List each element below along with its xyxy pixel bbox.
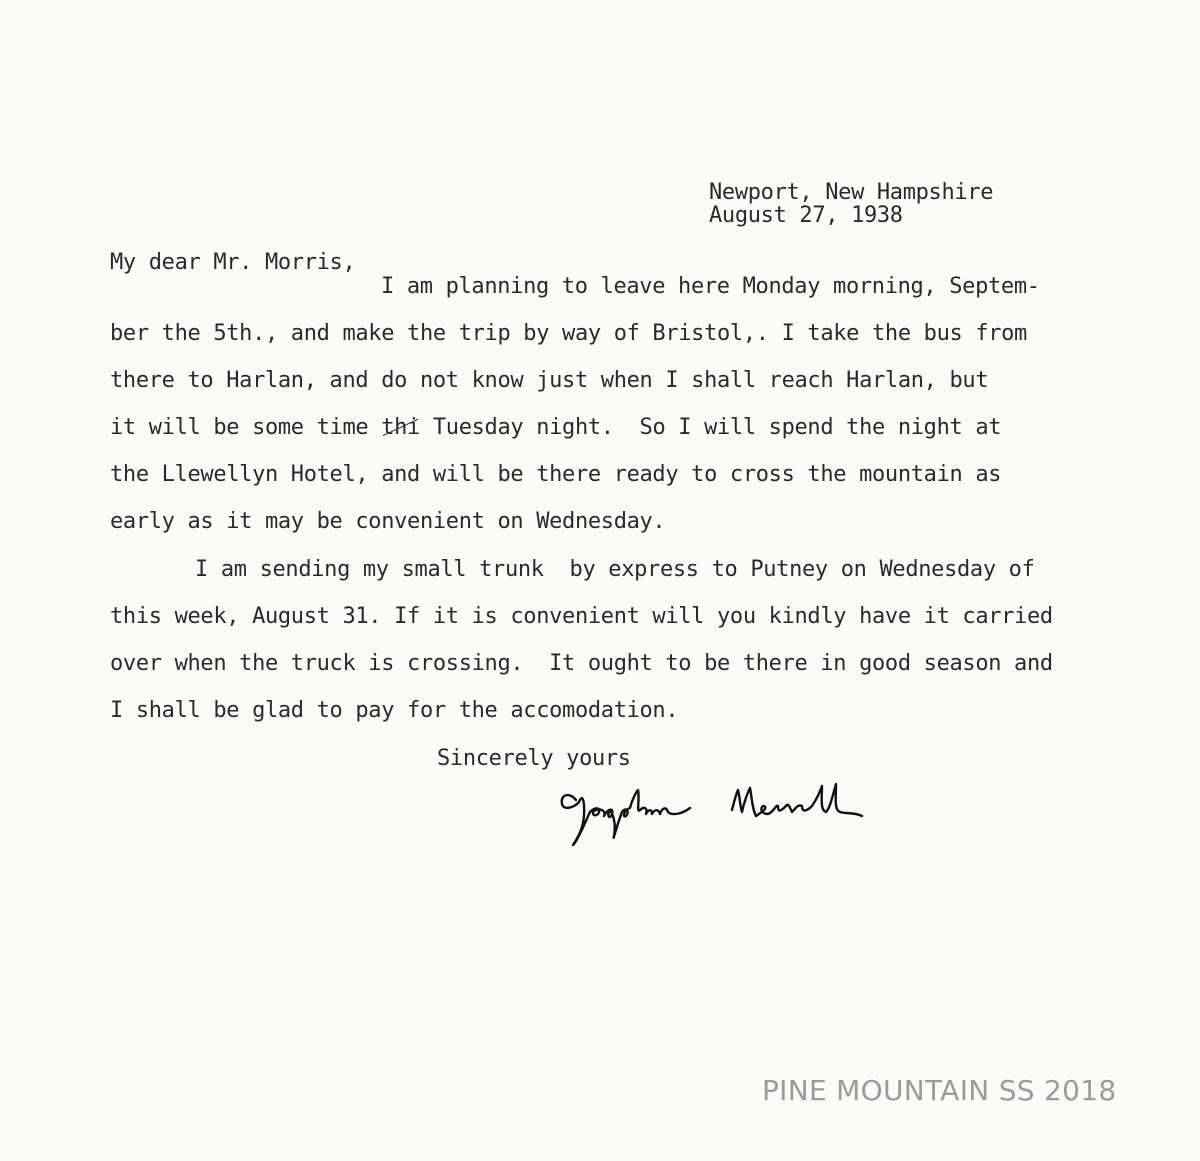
handwritten-signature	[556, 772, 886, 862]
paragraph2-line1: I am sending my small trunk by express to Putney on Wednesday of	[195, 557, 1035, 582]
paragraph2-line4: I shall be glad to pay for the accomodation.	[110, 698, 679, 723]
paragraph1-line4-end: Tuesday night. So I will spend the night at	[419, 415, 1002, 440]
paragraph1-line4	[110, 415, 1001, 441]
paragraph1-line6: early as it may be convenient on Wednesday.	[110, 509, 666, 534]
closing: Sincerely yours	[437, 746, 631, 771]
paragraph1-line3: there to Harlan, and do not know just when I shall reach Harlan, but	[110, 368, 989, 393]
watermark: PINE MOUNTAIN SS 2018	[762, 1074, 1117, 1107]
paragraph1-line2: ber the 5th., and make the trip by way of Bristol,. I take the bus from	[110, 321, 1027, 346]
paragraph1-line5: the Llewellyn Hotel, and will be there ready to cross the mountain as	[110, 462, 1002, 487]
letter-date: August 27, 1938	[709, 203, 903, 228]
salutation: My dear Mr. Morris,	[110, 250, 356, 275]
paragraph2-line3: over when the truck is crossing. It ought to be there in good season and	[110, 651, 1053, 676]
paragraph1-line1: I am planning to leave here Monday morning, Septem-	[381, 274, 1040, 299]
address-location: Newport, New Hampshire	[709, 180, 994, 205]
paragraph2-line2: this week, August 31. If it is convenient will you kindly have it carried	[110, 604, 1053, 629]
paragraph1-line4-start: it will be some time	[110, 415, 382, 440]
struck-out-word: thi	[381, 415, 420, 440]
